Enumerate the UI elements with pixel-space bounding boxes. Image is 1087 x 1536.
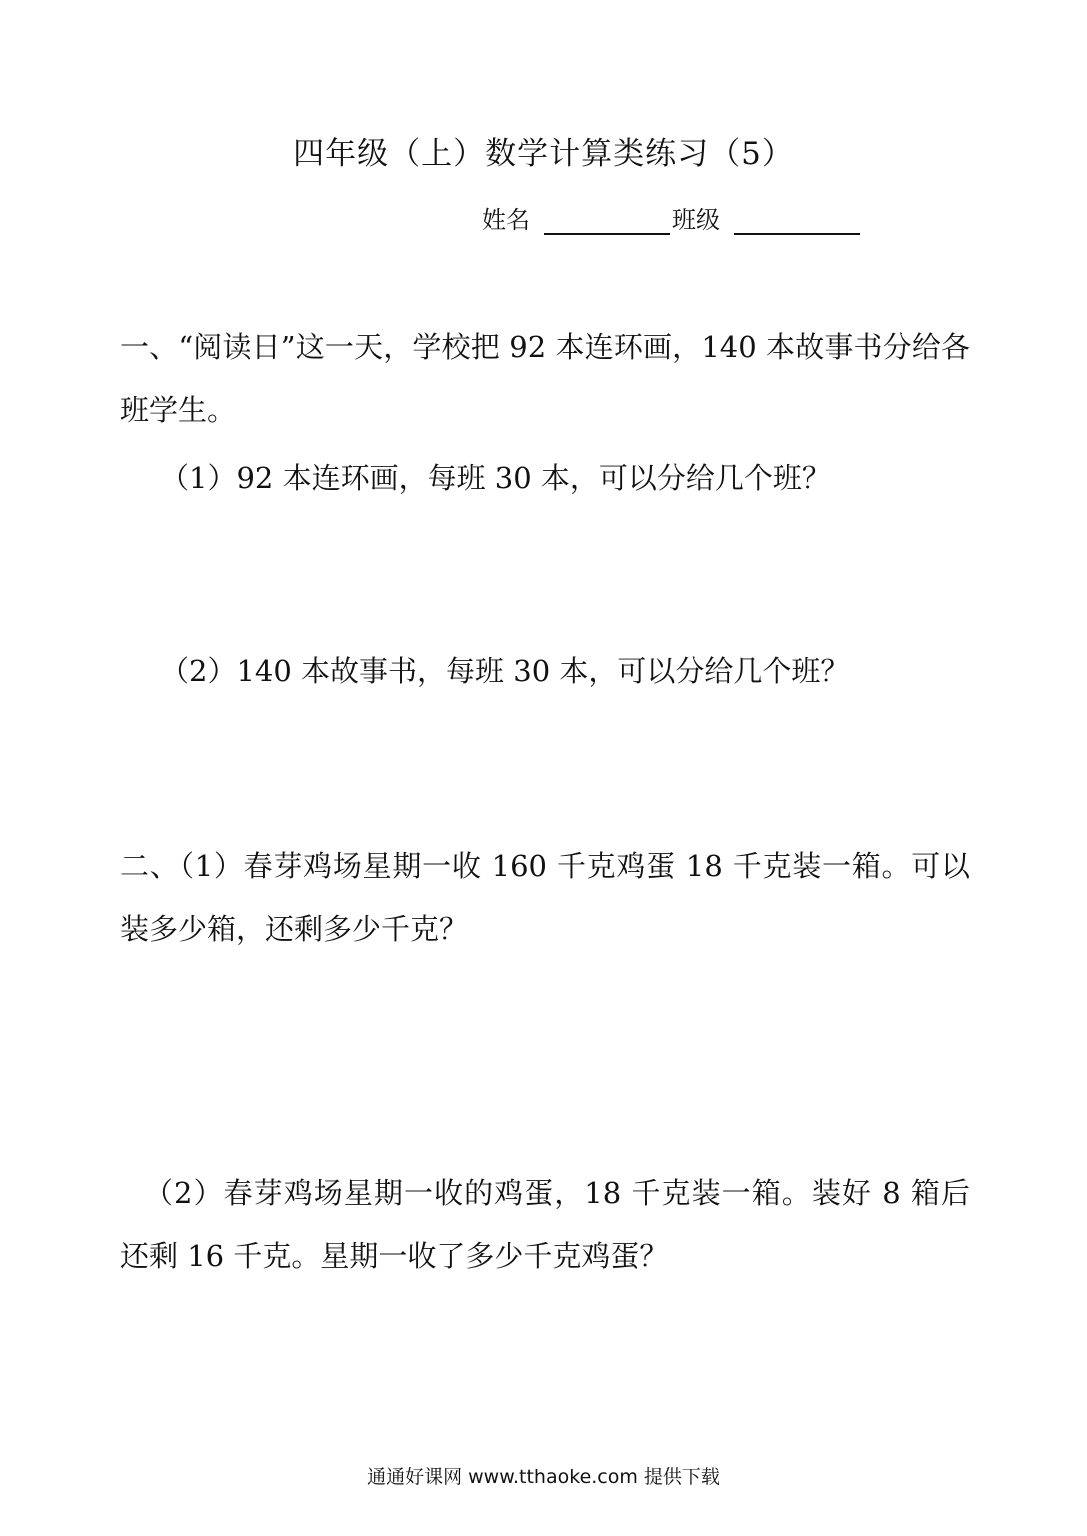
name-label: 姓名 <box>482 206 530 234</box>
question-1-part-2: （2）140 本故事书，每班 30 本，可以分给几个班？ <box>160 654 850 688</box>
footer-source: 通通好课网 www.tthaoke.com 提供下载 <box>367 1466 720 1488</box>
page-title: 四年级（上）数学计算类练习（5） <box>293 136 794 172</box>
class-blank[interactable] <box>734 207 860 235</box>
question-1-stem: 一、“阅读日”这一天，学校把 92 本连环画，140 本故事书分给各班学生。 <box>120 330 970 427</box>
class-label: 班级 <box>672 206 720 234</box>
question-1-part-1: （1）92 本连环画，每班 30 本，可以分给几个班？ <box>160 461 831 495</box>
name-blank[interactable] <box>544 207 670 235</box>
student-info-row <box>482 200 860 235</box>
question-2-part-1: 二、（1）春芽鸡场星期一收 160 千克鸡蛋 18 千克装一箱。可以装多少箱，还剩多少千克？ <box>120 849 970 946</box>
question-2-part-2: （2）春芽鸡场星期一收的鸡蛋，18 千克装一箱。装好 8 箱后还剩 16 千克。星期一收了多少千克鸡蛋？ <box>120 1176 970 1273</box>
